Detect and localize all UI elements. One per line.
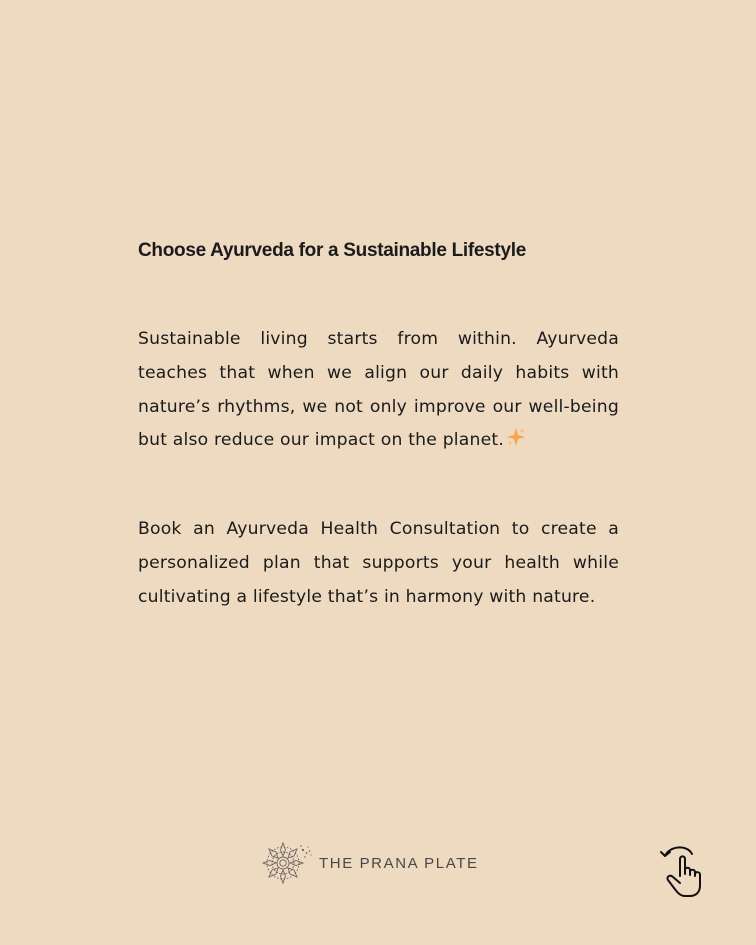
post-content — [138, 236, 619, 615]
mandala-logo-icon — [261, 840, 317, 886]
paragraph-consultation: Book an Ayurveda Health Consultation to create a personalized plan that supports your health while cultivating a lifestyle that’s in harmony with nature. — [138, 519, 619, 607]
brand-name: THE PRANA PLATE — [319, 854, 479, 872]
sparkles-icon — [506, 426, 526, 460]
paragraph-sustainable-living — [138, 323, 619, 460]
brand-logo — [261, 840, 479, 886]
paragraph-text: Sustainable living starts from within. Ayurveda teaches that when we align our daily habits with nature’s rhythms, we not only improve our well-being but also reduce our impact on the planet. — [138, 329, 619, 451]
post-title: Choose Ayurveda for a Sustainable Lifestyle — [138, 240, 526, 261]
swipe-hand-icon[interactable] — [659, 843, 709, 899]
